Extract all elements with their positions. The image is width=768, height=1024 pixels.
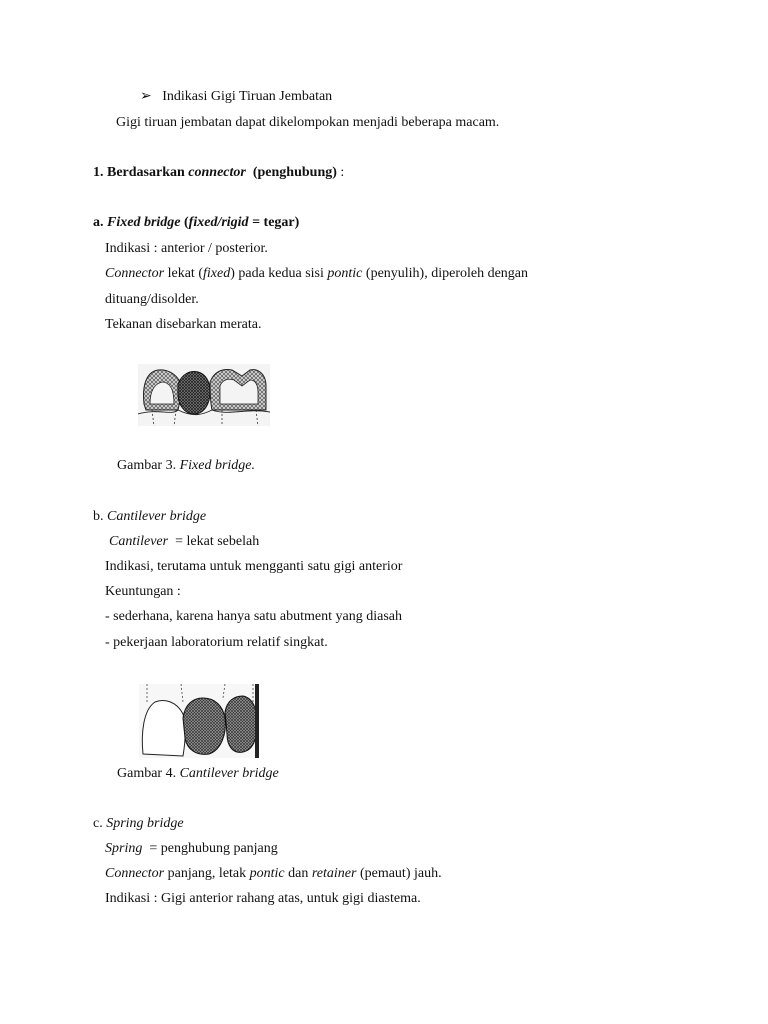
section-1-heading	[93, 164, 344, 182]
section-1-connector: connector	[188, 165, 246, 180]
a-eq-tegar: = tegar)	[248, 215, 300, 230]
a-line-4: Tekanan disebarkan merata.	[105, 317, 262, 332]
b-def-term: Cantilever	[109, 534, 169, 549]
b-title: Cantilever bridge	[107, 509, 207, 524]
c-indikasi: Indikasi : Gigi anterior rahang atas, untuk gigi diastema.	[105, 891, 421, 906]
a-line-3: dituang/disolder.	[105, 292, 199, 307]
c-l2-dan: dan	[284, 866, 312, 881]
a-l2-connector: Connector	[105, 266, 165, 281]
section-1-colon: :	[336, 165, 345, 180]
b-prefix: b.	[93, 509, 107, 524]
figure-3-caption	[117, 457, 255, 475]
section-1-paren: (penghubung)	[252, 165, 337, 180]
cantilever-bridge-illustration	[139, 684, 259, 758]
c-def-term: Spring	[105, 841, 143, 856]
bullet-heading	[140, 88, 332, 106]
c-l2-retainer: retainer	[311, 866, 357, 881]
a-prefix: a.	[93, 215, 104, 230]
fig3-caption-title: Fixed bridge.	[179, 458, 256, 473]
subsection-a-heading	[93, 214, 299, 232]
subsection-b-heading	[93, 508, 206, 526]
a-l2-end: (penyulih), diperoleh dengan	[362, 266, 529, 281]
a-connector-line	[105, 265, 528, 283]
intro-text: Gigi tiruan jembatan dapat dikelompokan menjadi beberapa macam.	[116, 115, 500, 130]
a-fixed-rigid: fixed/rigid	[188, 215, 249, 230]
b-keuntungan-1: - sederhana, karena hanya satu abutment yang diasah	[105, 609, 402, 624]
fixed-bridge-illustration	[138, 364, 270, 426]
b-keuntungan-2: - pekerjaan laboratorium relatif singkat.	[105, 635, 328, 650]
bullet-text: Indikasi Gigi Tiruan Jembatan	[162, 89, 333, 104]
a-paren-open: (	[184, 215, 189, 230]
c-l2-pontic: pontic	[249, 866, 285, 881]
c-prefix: c.	[93, 816, 107, 831]
c-def-rest: = penghubung panjang	[142, 841, 278, 856]
c-connector-line	[105, 865, 442, 883]
fig3-caption-prefix: Gambar 3.	[117, 458, 180, 473]
section-1-label: 1. Berdasarkan	[93, 165, 185, 180]
a-title: Fixed bridge	[107, 215, 181, 230]
c-l2-end: (pemaut) jauh.	[356, 866, 442, 881]
figure-4-caption	[117, 765, 279, 783]
subsection-c-heading	[93, 815, 184, 833]
a-l2-lekat: lekat (	[164, 266, 203, 281]
b-definition	[109, 533, 259, 551]
arrow-bullet-icon: ➢	[140, 89, 152, 104]
b-indikasi: Indikasi, terutama untuk mengganti satu gigi anterior	[105, 559, 403, 574]
b-def-rest: = lekat sebelah	[168, 534, 260, 549]
a-l2-fixed: fixed	[202, 266, 231, 281]
fig4-caption-prefix: Gambar 4.	[117, 766, 180, 781]
c-l2-a: panjang, letak	[164, 866, 250, 881]
c-title: Spring bridge	[106, 816, 184, 831]
c-l2-connector: Connector	[105, 866, 165, 881]
a-l2-mid: ) pada kedua sisi	[230, 266, 328, 281]
c-definition	[105, 840, 278, 858]
a-l2-pontic: pontic	[327, 266, 363, 281]
b-keuntungan: Keuntungan :	[105, 584, 181, 599]
fig4-caption-title: Cantilever bridge	[179, 766, 279, 781]
a-indikasi: Indikasi : anterior / posterior.	[105, 241, 268, 256]
